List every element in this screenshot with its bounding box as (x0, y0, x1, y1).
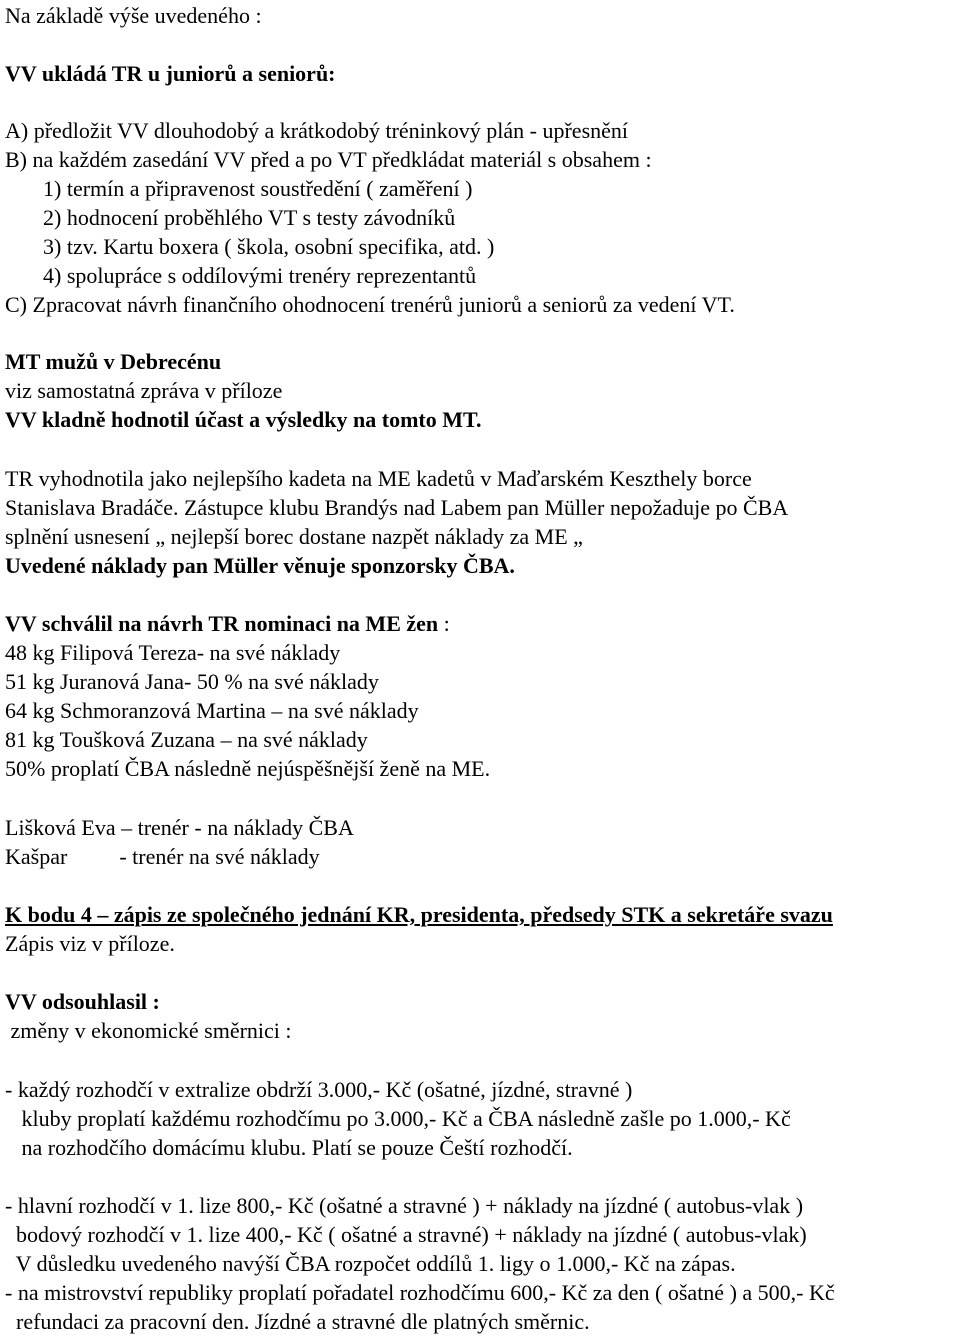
task-a: A) předložit VV dlouhodobý a krátkodobý tréninkový plán - upřesnění (5, 118, 629, 143)
bod4-text: Zápis viz v příloze. (5, 931, 175, 956)
rozhodci-line-5: bodový rozhodčí v 1. lize 400,- Kč ( ošatné a stravné) + náklady na jízdné ( autobus-vlak) (5, 1222, 807, 1247)
rozhodci-line-4: - hlavní rozhodčí v 1. lize 800,- Kč (ošatné a stravné ) + náklady na jízdné ( autobus-vlak ) (5, 1193, 804, 1218)
nominace-title-rest: : (438, 611, 450, 636)
rozhodci-line-1: - každý rozhodčí v extralize obdrží 3.000,- Kč (ošatné, jízdné, stravné ) (5, 1077, 633, 1102)
kadet-line-1: TR vyhodnotila jako nejlepšího kadeta na ME kadetů v Maďarském Keszthely borce (5, 466, 752, 491)
nominace-item-2: 51 kg Juranová Jana- 50 % na své náklady (5, 669, 379, 694)
kadet-line-4: Uvedené náklady pan Müller věnuje sponzorsky ČBA. (5, 553, 515, 578)
bod4-title: K bodu 4 – zápis ze společného jednání KR, presidenta, předsedy STK a sekretáře svazu (5, 902, 833, 927)
nominace-item-4: 81 kg Toušková Zuzana – na své náklady (5, 727, 368, 752)
task-b: B) na každém zasedání VV před a po VT předkládat materiál s obsahem : (5, 147, 652, 172)
nominace-item-1: 48 kg Filipová Tereza- na své náklady (5, 640, 341, 665)
rozhodci-line-6: V důsledku uvedeného navýší ČBA rozpočet oddílů 1. ligy o 1.000,- Kč na zápas. (5, 1251, 736, 1276)
rozhodci-line-2: kluby proplatí každému rozhodčímu po 3.000,- Kč a ČBA následně zašle po 1.000,- Kč (5, 1106, 791, 1131)
trener-line-2-rest: - trenér na své náklady (119, 844, 320, 869)
section-heading-vv: VV ukládá TR u juniorů a seniorů: (5, 61, 336, 86)
mt-line-1: viz samostatná zpráva v příloze (5, 378, 283, 403)
rozhodci-line-3: na rozhodčího domácímu klubu. Platí se pouze Čeští rozhodčí. (5, 1135, 573, 1160)
task-c: C) Zpracovat návrh finančního ohodnocení trenérů juniorů a seniorů za vedení VT. (5, 292, 735, 317)
trener-line-2 (5, 844, 320, 870)
rozhodci-line-7: - na mistrovství republiky proplatí pořadatel rozhodčímu 600,- Kč za den ( ošatné ) a 500,- Kč (5, 1280, 835, 1305)
rozhodci-line-8: refundaci za pracovní den. Jízdné a stravné dle platných směrnic. (5, 1309, 590, 1334)
trener-line-1: Lišková Eva – trenér - na náklady ČBA (5, 815, 354, 840)
mt-title: MT mužů v Debrecénu (5, 349, 222, 374)
nominace-item-5: 50% proplatí ČBA následně nejúspěšnější ženě na ME. (5, 756, 491, 781)
kadet-line-3: splnění usnesení „ nejlepší borec dostane nazpět náklady za ME „ (5, 524, 583, 549)
odsouhlasil-title: VV odsouhlasil : (5, 989, 160, 1014)
intro-text: Na základě výše uvedeného : (5, 3, 262, 28)
task-b-item-1: 1) termín a připravenost soustředění ( zaměření ) (43, 176, 473, 201)
task-b-item-2: 2) hodnocení proběhlého VT s testy závodníků (43, 205, 456, 230)
nominace-title (5, 611, 450, 637)
nominace-title-bold: VV schválil na návrh TR nominaci na ME žen (5, 611, 439, 636)
kadet-line-2: Stanislava Bradáče. Zástupce klubu Brandýs nad Labem pan Müller nepožaduje po ČBA (5, 495, 789, 520)
nominace-item-3: 64 kg Schmoranzová Martina – na své náklady (5, 698, 419, 723)
task-b-item-3: 3) tzv. Kartu boxera ( škola, osobní specifika, atd. ) (43, 234, 495, 259)
task-b-item-4: 4) spolupráce s oddílovými trenéry reprezentantů (43, 263, 477, 288)
odsouhlasil-subtitle: změny v ekonomické směrnici : (5, 1018, 292, 1043)
mt-line-2: VV kladně hodnotil účast a výsledky na tomto MT. (5, 407, 482, 432)
trener-line-2-name: Kašpar (5, 844, 68, 869)
